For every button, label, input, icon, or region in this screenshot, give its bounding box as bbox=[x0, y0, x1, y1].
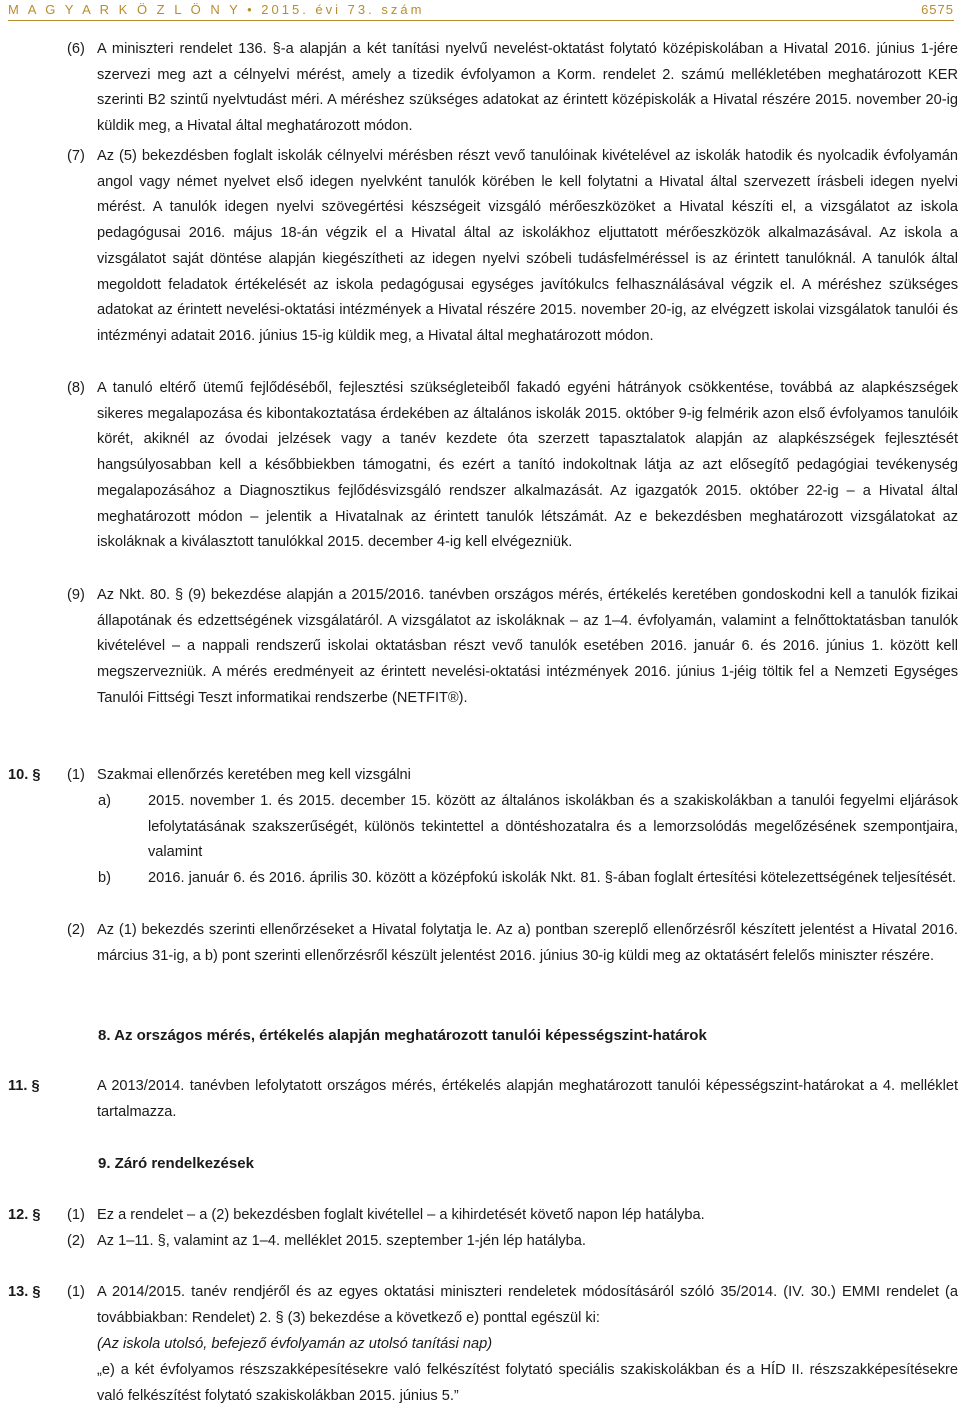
section-10-paragraph-1: Szakmai ellenőrzés keretében meg kell vizsgálni bbox=[97, 767, 411, 783]
paragraph-7: Az (5) bekezdésben foglalt iskolák célnyelvi mérésben részt vevő tanulóinak kivételével az iskolák hatodik és nyolcadik évfolyamán angol vagy német nyelvet első idegen nyelvként tanulók körében le kell folytatni a Hivatal által szervezett írásbeli idegen nyelvi mérést. A tanulók idegen nyelvi szövegértési készségeit vizsgáló mérőeszközöket a Hivatal készíti el, a vizsgálatot az iskola pedagógusai 2016. május 18-án végzik el a Hivatal által az iskolákhoz eljuttatott mérőeszközök alkalmazásával. Az iskola a vizsgálatot saját döntése alapján kiegészítheti az idegen nyelvi szóbeli tudásfelméréssel is az érintett tanulóknál. A tanulók által megoldott feladatok értékelését az iskola pedagógusai egységes javítókulcs felhasználásával végzik el. A méréshez szükséges adatokat az érintett nevelési-oktatási intézmények a Hivatal részére 2015. november 20-ig, az elvégzett iskolai vizsgálatok tanulói és intézményi adatait 2016. június 15-ig küldik meg, a Hivatal által meghatározott módon. bbox=[97, 148, 958, 344]
section-13-quoted-amendment: „e) a két évfolyamos részszakképesítésekre való felkészítést folytató speciális szakiskolákban és a HÍD II. részszakképesítésekre való felkészítést folytató szakiskolákban 2015. június 5.” bbox=[97, 1362, 958, 1404]
paragraph-number: (9) bbox=[67, 587, 85, 603]
paragraph-number: (7) bbox=[67, 148, 85, 164]
journal-title: M A G Y A R K Ö Z L Ö N Y • 2015. évi 73. szám bbox=[8, 2, 425, 17]
section-13-paragraph-1: A 2014/2015. tanév rendjéről és az egyes oktatási miniszteri rendeletek módosításáról szóló 35/2014. (IV. 30.) EMMI rendelet (a továbbiakban: Rendelet) 2. § (3) bekezdése a következő e) ponttal egészül ki: bbox=[97, 1284, 958, 1326]
section-12-paragraph-1: Ez a rendelet – a (2) bekezdésben foglalt kivétellel – a kihirdetését követő napon lép hatályba. bbox=[97, 1207, 705, 1223]
paragraph-8: A tanuló eltérő ütemű fejlődéséből, fejlesztési szükségleteiből fakadó egyéni hátrányok csökkentése, továbbá az alapkészségek sikeres megalapozása és kibontakoztatása érdekében az általános iskolák 2015. október 9-ig felmérik azon első évfolyamos tanulóik körét, akiknél az óvodai jelzések vagy a tanév kezdete óta szerzett tapasztalatok alapján az alapkészségek fejlesztését hangsúlyosabban kell a későbbiekben támogatni, és ezért a tanító indokoltnak látja az azt elősegítő pedagógiai tevékenység megalapozásához a Diagnosztikus fejlődésvizsgáló rendszer alkalmazását. Az igazgatók 2015. október 22-ig – a Hivatal által meghatározott módon – jelentik a Hivatalnak az érintett tanulók létszámát. Az e bekezdésben meghatározott vizsgálatokat az iskoláknak a kiválasztott tanulókkal 2015. december 4-ig kell elvégezniük. bbox=[97, 380, 958, 551]
page-number: 6575 bbox=[921, 2, 954, 17]
point-label: b) bbox=[98, 870, 111, 886]
paragraph-number: (6) bbox=[67, 41, 85, 57]
section-10-point-b: 2016. január 6. és 2016. április 30. között a középfokú iskolák Nkt. 81. §-ában foglalt értesítési kötelezettségének teljesítését. bbox=[148, 870, 956, 886]
section-10-paragraph-2: Az (1) bekezdés szerinti ellenőrzéseket a Hivatal folytatja le. Az a) pontban szereplő ellenőrzésről készített jelentést a Hivatal 2016. március 31-ig, a b) pont szerinti ellenőrzésről készült jelentést 2016. június 30-ig küldi meg az oktatásért felelős miniszter részére. bbox=[97, 922, 958, 964]
section-10-point-a: 2015. november 1. és 2015. december 15. között az általános iskolákban és a szakiskolákban a tanulói fegyelmi eljárások lefolytatásának szakszerűségét, különös tekintettel a döntéshozatalra és a lemorzsolódás megelőzésének szempontjaira, valamint bbox=[148, 793, 958, 861]
section-number: 11. § bbox=[8, 1078, 40, 1094]
paragraph-number: (1) bbox=[67, 767, 85, 783]
paragraph-number: (1) bbox=[67, 1284, 85, 1300]
section-13-italic-context: (Az iskola utolsó, befejező évfolyamán az utolsó tanítási nap) bbox=[97, 1336, 493, 1352]
point-label: a) bbox=[98, 793, 111, 809]
paragraph-number: (1) bbox=[67, 1207, 85, 1223]
page-header bbox=[8, 2, 954, 21]
paragraph-number: (2) bbox=[67, 1233, 85, 1249]
section-number: 12. § bbox=[8, 1207, 41, 1223]
section-12-paragraph-2: Az 1–11. §, valamint az 1–4. melléklet 2015. szeptember 1-jén lép hatályba. bbox=[97, 1233, 586, 1249]
section-number: 10. § bbox=[8, 767, 41, 783]
paragraph-9: Az Nkt. 80. § (9) bekezdése alapján a 2015/2016. tanévben országos mérés, értékelés keretében gondoskodni kell a tanulók fizikai állapotának és edzettségének vizsgálatáról. A vizsgálatot az iskoláknak – az 1–4. évfolyamán, valamint a felnőttoktatásban tanulók kivételével – a nappali rendszerű iskolai oktatásban részt vevő tanulók esetében 2016. január 6. és 2016. június 1. között kell megszervezniük. A mérés eredményeit az érintett nevelési-oktatási intézmények 2016. június 1-jéig töltik fel a Nemzeti Egységes Tanulói Fittségi Teszt informatikai rendszerbe (NETFIT®). bbox=[97, 587, 958, 706]
section-number: 13. § bbox=[8, 1284, 41, 1300]
paragraph-number: (2) bbox=[67, 922, 85, 938]
chapter-heading-9: 9. Záró rendelkezések bbox=[98, 1155, 254, 1172]
paragraph-6: A miniszteri rendelet 136. §-a alapján a két tanítási nyelvű nevelést-oktatást folytató középiskolában a Hivatal 2016. június 1-jére szervezi meg azt a célnyelvi mérést, amely a tizedik évfolyamon a Korm. rendelet 2. számú mellékletében meghatározott KER szerinti B2 szintű nyelvtudást méri. A méréshez szükséges adatokat az érintett középiskolák a Hivatal részére 2015. november 20-ig küldik meg, a Hivatal által meghatározott módon. bbox=[97, 41, 958, 135]
paragraph-number: (8) bbox=[67, 380, 85, 396]
section-11-text: A 2013/2014. tanévben lefolytatott országos mérés, értékelés alapján meghatározott tanulói képességszint-határokat a 4. melléklet tartalmazza. bbox=[97, 1078, 958, 1120]
chapter-heading-8: 8. Az országos mérés, értékelés alapján meghatározott tanulói képességszint-határok bbox=[98, 1027, 707, 1044]
